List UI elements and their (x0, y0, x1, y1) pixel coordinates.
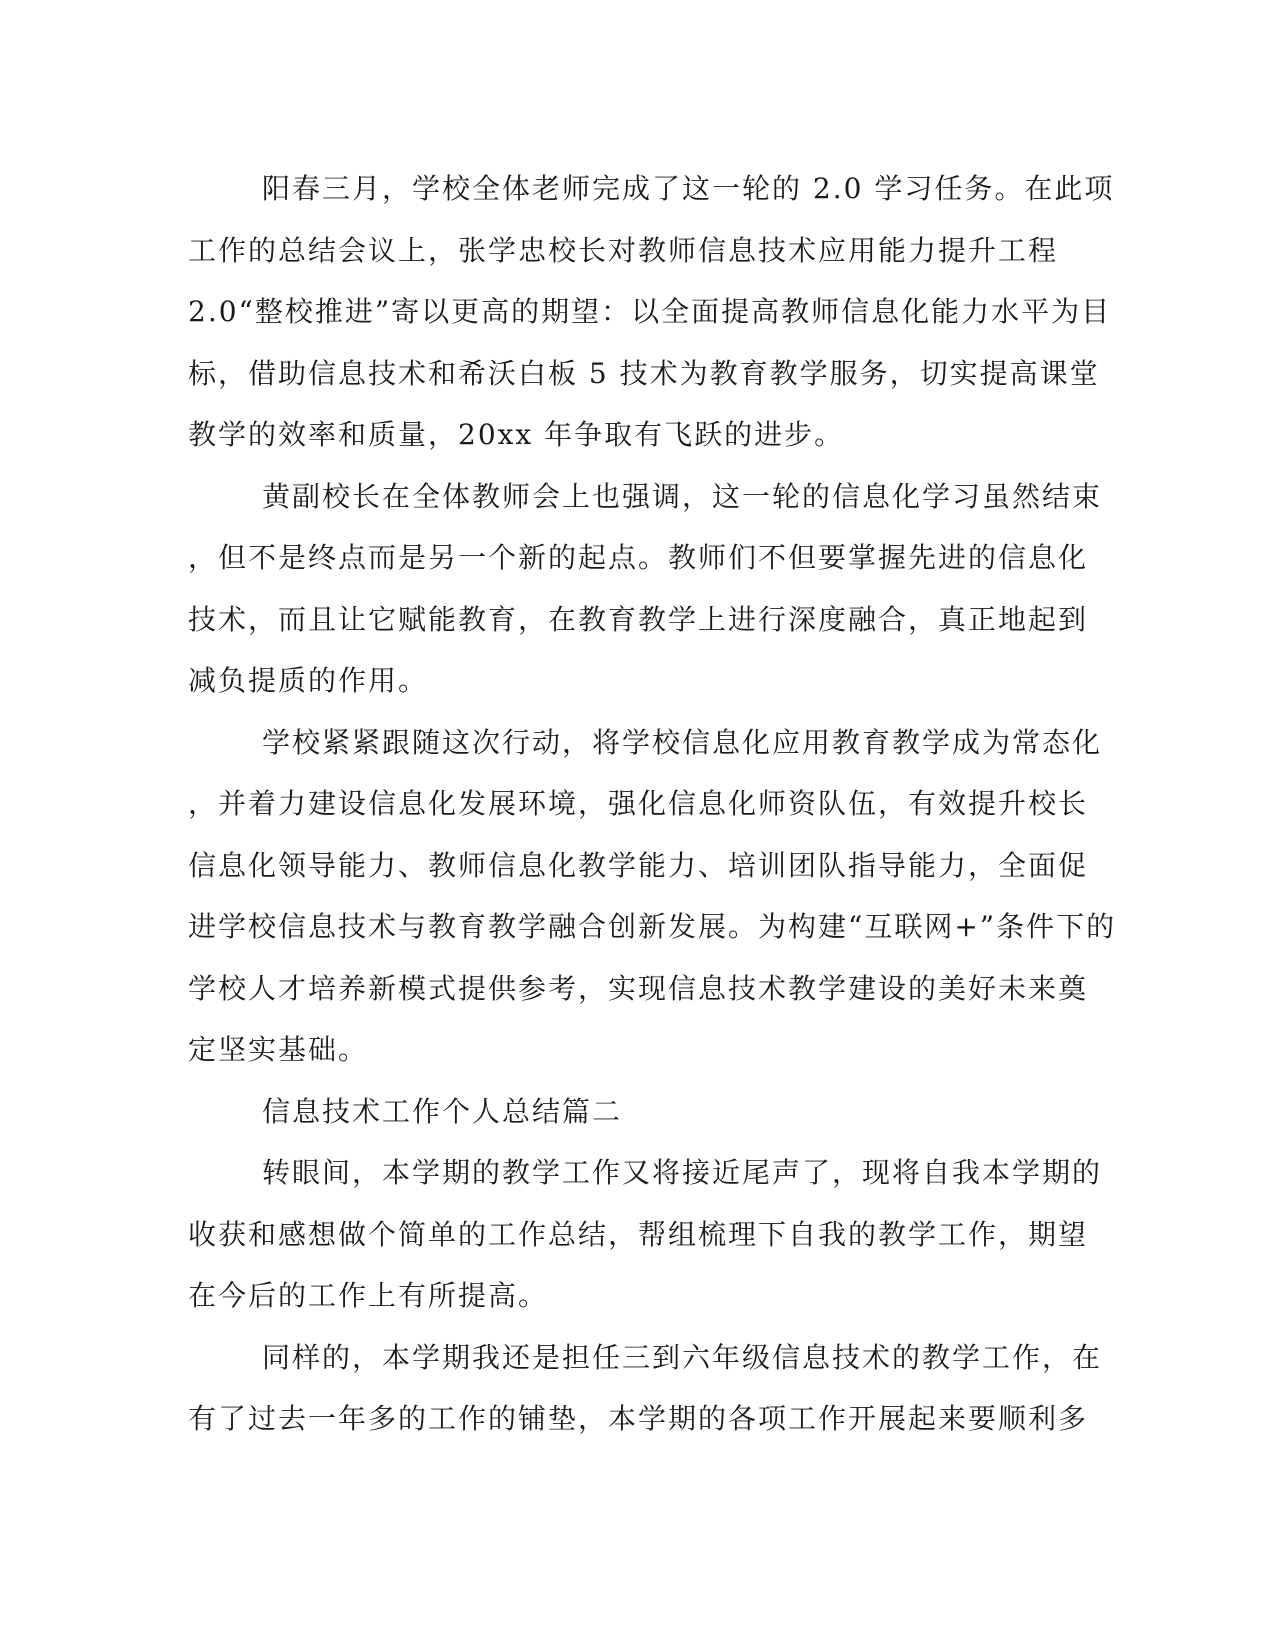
paragraph-line: 技术，而且让它赋能教育，在教育教学上进行深度融合，真正地起到 (188, 602, 1089, 636)
paragraph-line: 2.0“整校推进”寄以更高的期望：以全面提高教师信息化能力水平为目 (188, 295, 1112, 328)
paragraph-line: 定坚实基础。 (188, 1033, 369, 1066)
paragraph-line: 进学校信息技术与教育教学融合创新发展。为构建“互联网+”条件下的 (188, 910, 1117, 943)
paragraph-5 (188, 1327, 1103, 1450)
paragraph-line: ，并着力建设信息化发展环境，强化信息化师资队伍，有效提升校长 (188, 787, 1089, 820)
paragraph-line: 减负提质的作用。 (188, 664, 429, 697)
paragraph-line: ，但不是终点而是另一个新的起点。教师们不但要掌握先进的信息化 (188, 541, 1089, 574)
paragraph-line: 工作的总结会议上，张学忠校长对教师信息技术应用能力提升工程 (188, 233, 1059, 267)
paragraph-2 (188, 466, 1103, 712)
section-heading-text: 信息技术工作个人总结篇二 (262, 1094, 623, 1128)
paragraph-line: 黄副校长在全体教师会上也强调，这一轮的信息化学习虽然结束 (262, 479, 1103, 513)
paragraph-line: 信息化领导能力、教师信息化教学能力、培训团队指导能力，全面促 (188, 848, 1089, 882)
paragraph-line: 有了过去一年多的工作的铺垫，本学期的各项工作开展起来要顺利多 (188, 1402, 1089, 1435)
paragraph-1 (188, 158, 1115, 466)
paragraph-line: 标，借助信息技术和希沃白板 5 技术为教育教学服务，切实提高课堂 (188, 356, 1100, 390)
paragraph-line: 学校人才培养新模式提供参考，实现信息技术教学建设的美好未来奠 (188, 971, 1089, 1005)
paragraph-line: 教学的效率和质量，20xx 年争取有飞跃的进步。 (188, 418, 845, 451)
paragraph-3 (188, 712, 1117, 1081)
paragraph-line: 收获和感想做个简单的工作总结，帮组梳理下自我的教学工作，期望 (188, 1217, 1089, 1251)
paragraph-line: 转眼间，本学期的教学工作又将接近尾声了，现将自我本学期的 (262, 1156, 1103, 1189)
paragraph-line: 阳春三月，学校全体老师完成了这一轮的 2.0 学习任务。在此项 (262, 172, 1115, 205)
paragraph-line: 在今后的工作上有所提高。 (188, 1279, 549, 1312)
paragraph-line: 同样的，本学期我还是担任三到六年级信息技术的教学工作，在 (262, 1340, 1103, 1374)
paragraph-line: 学校紧紧跟随这次行动，将学校信息化应用教育教学成为常态化 (262, 725, 1103, 759)
paragraph-4 (188, 1142, 1103, 1327)
document-body (188, 158, 1117, 1450)
section-heading (188, 1081, 1088, 1143)
